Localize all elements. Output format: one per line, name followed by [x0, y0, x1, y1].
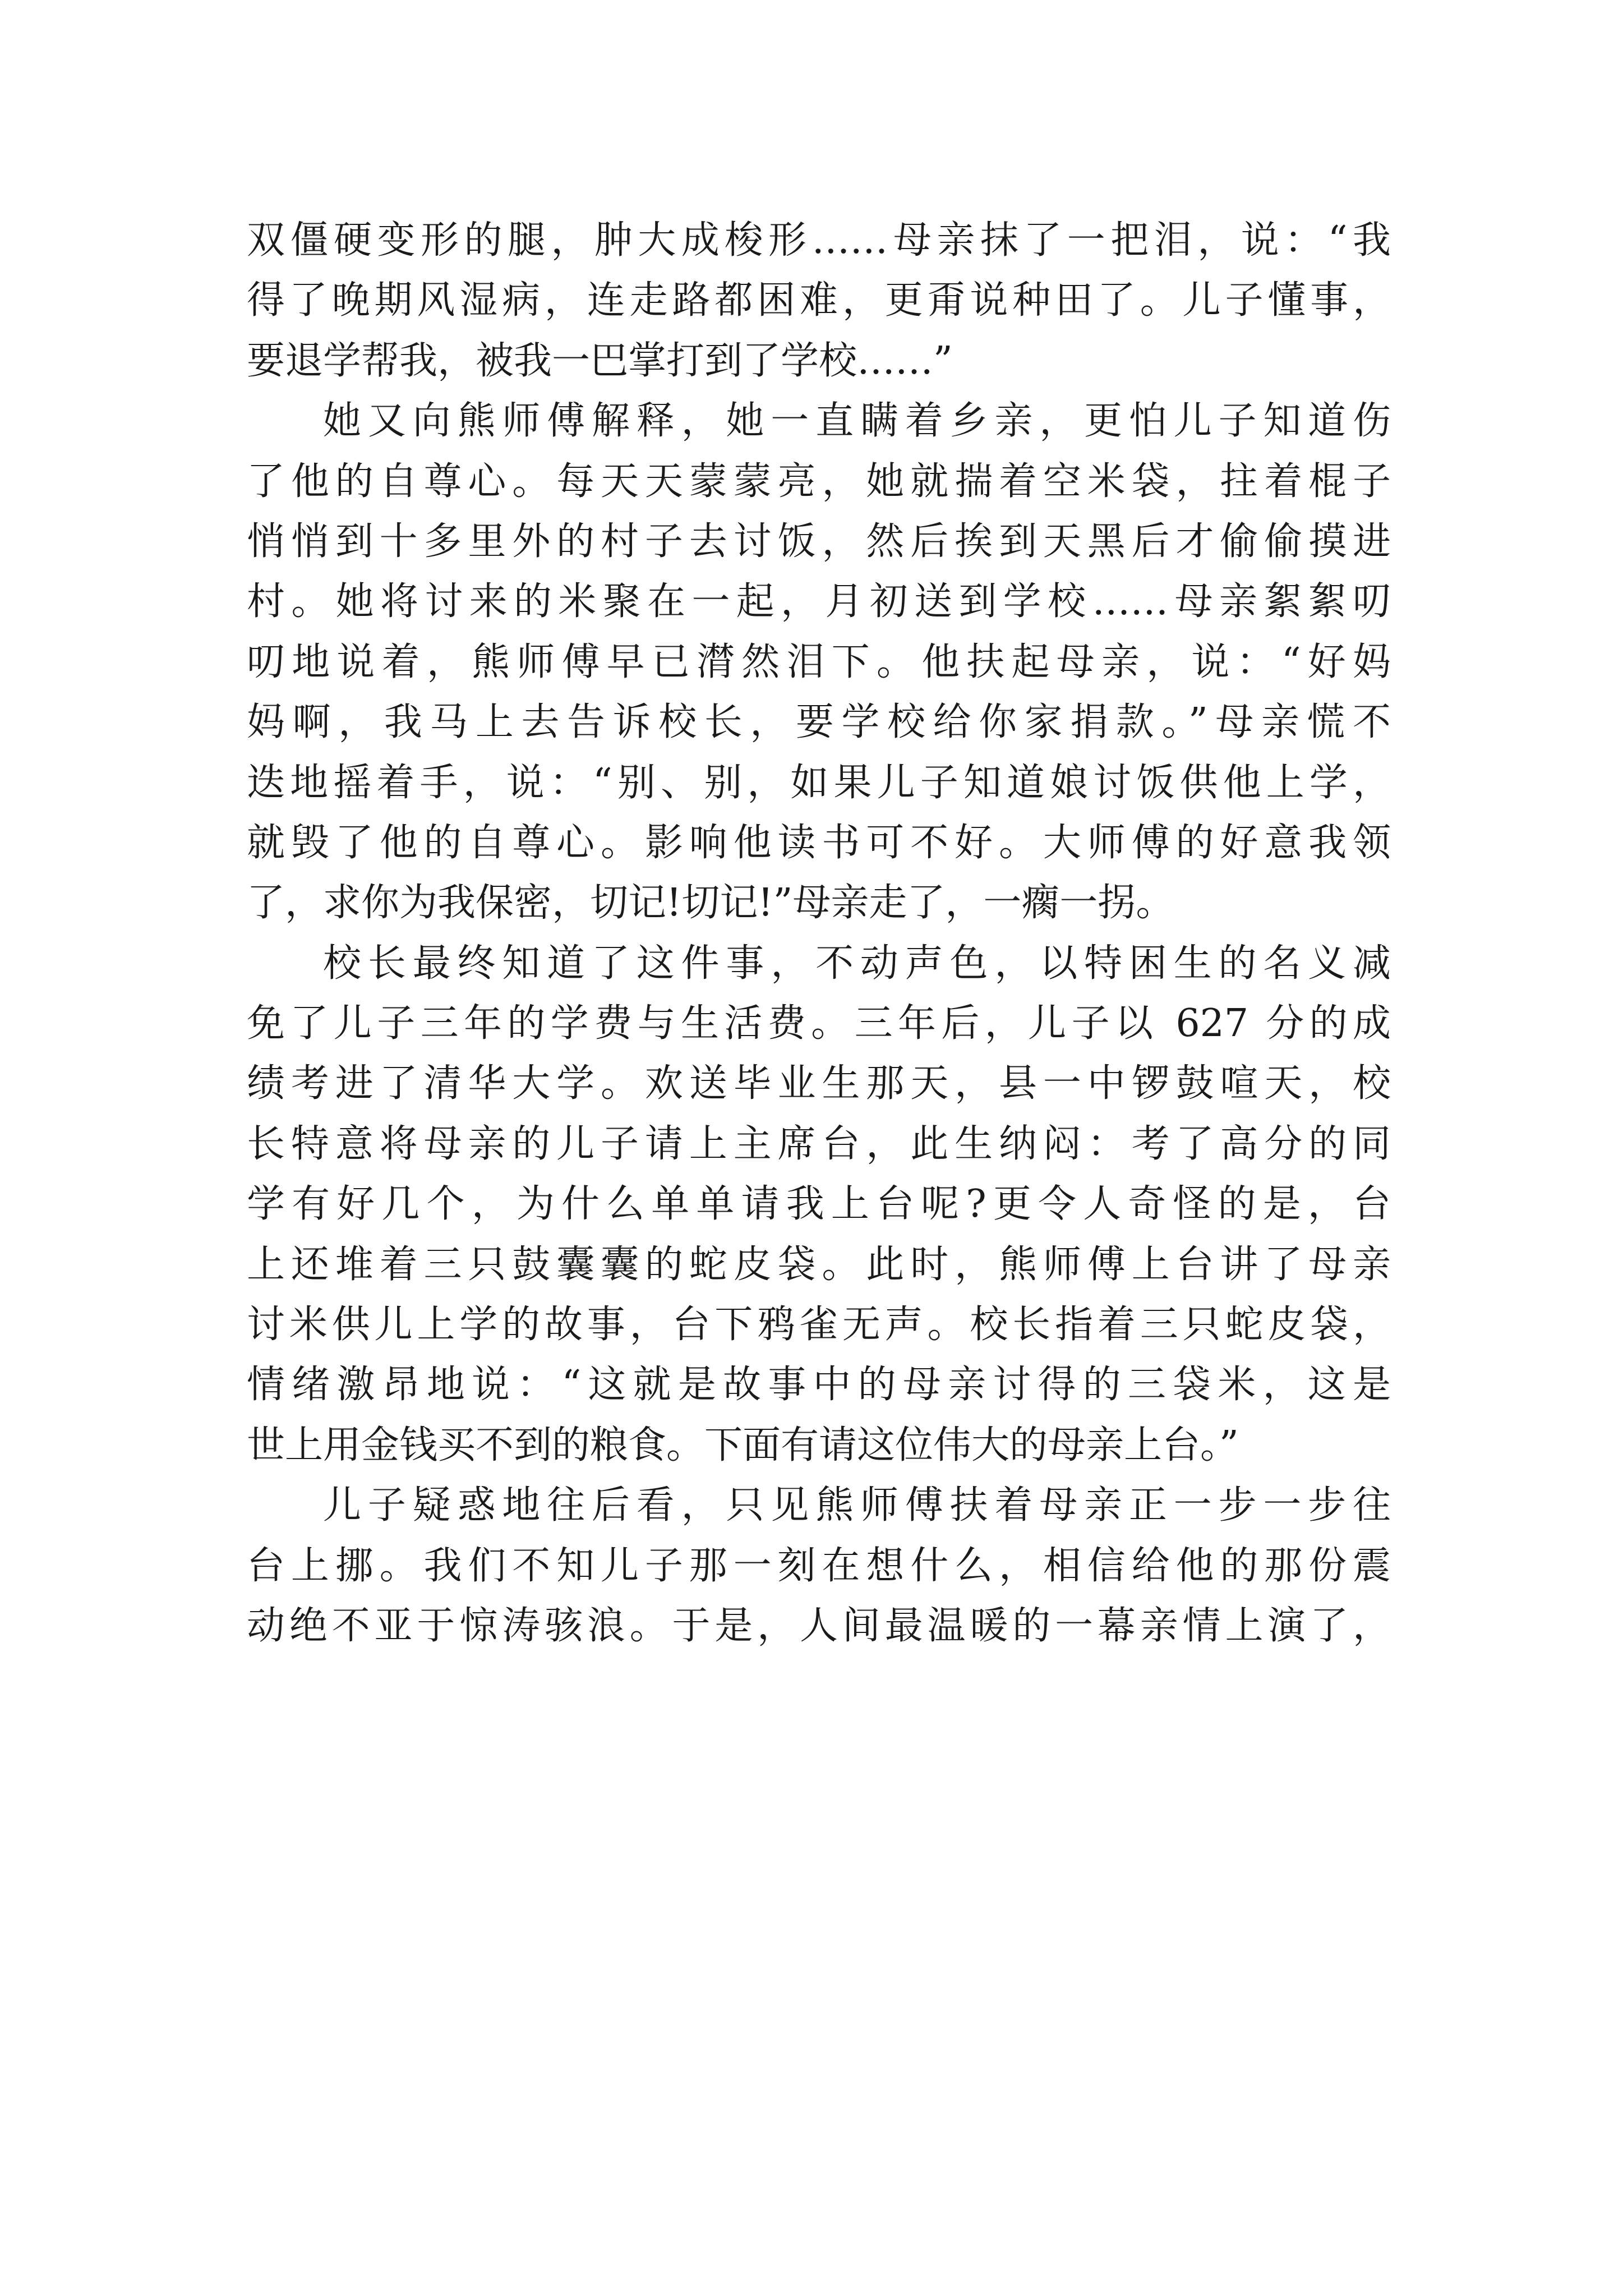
text-line: 得了晚期风湿病，连走路都困难，更甭说种田了。儿子懂事， [247, 278, 1391, 323]
text-line: 迭地摇着手，说：“别、别，如果儿子知道娘讨饭供他上学， [247, 760, 1391, 805]
paragraph-first-line: 校长最终知道了这件事，不动声色，以特困生的名义减 [323, 941, 1391, 986]
text-line: 动绝不亚于惊涛骇浪。于是，人间最温暖的一幕亲情上演了， [247, 1603, 1391, 1648]
text-line: 了他的自尊心。每天天蒙蒙亮，她就揣着空米袋，拄着棍子 [247, 459, 1391, 504]
text-line: 长特意将母亲的儿子请上主席台，此生纳闷：考了高分的同 [247, 1121, 1391, 1166]
text-line: 世上用金钱买不到的粮食。下面有请这位伟大的母亲上台。” [247, 1423, 1239, 1467]
text-line: 要退学帮我，被我一巴掌打到了学校……” [247, 338, 953, 383]
text-line: 情绪激昂地说：“这就是故事中的母亲讨得的三袋米，这是 [247, 1363, 1391, 1407]
text-line: 学有好几个，为什么单单请我上台呢?更令人奇怪的是，台 [247, 1182, 1391, 1227]
text-line: 村。她将讨来的米聚在一起，月初送到学校……母亲絮絮叨 [247, 579, 1391, 624]
body-text [247, 210, 1391, 1656]
paragraph-first-line: 她又向熊师傅解释，她一直瞒着乡亲，更怕儿子知道伤 [323, 399, 1391, 444]
text-line: 上还堆着三只鼓囊囊的蛇皮袋。此时，熊师傅上台讲了母亲 [247, 1242, 1391, 1287]
text-line: 绩考进了清华大学。欢送毕业生那天，县一中锣鼓喧天，校 [247, 1061, 1391, 1106]
text-line: 双僵硬变形的腿，肿大成梭形……母亲抹了一把泪，说：“我 [247, 218, 1391, 263]
text-line: 妈啊，我马上去告诉校长，要学校给你家捐款。”母亲慌不 [247, 700, 1391, 745]
text-line: 台上挪。我们不知儿子那一刻在想什么，相信给他的那份震 [247, 1543, 1391, 1588]
paragraph-first-line: 儿子疑惑地往后看，只见熊师傅扶着母亲正一步一步往 [323, 1483, 1391, 1528]
text-line: 就毁了他的自尊心。影响他读书可不好。大师傅的好意我领 [247, 820, 1391, 865]
text-line: 免了儿子三年的学费与生活费。三年后，儿子以 627 分的成 [247, 1001, 1391, 1046]
text-line: 悄悄到十多里外的村子去讨饭，然后挨到天黑后才偷偷摸进 [247, 519, 1391, 564]
text-line: 讨米供儿上学的故事，台下鸦雀无声。校长指着三只蛇皮袋， [247, 1303, 1391, 1347]
text-line: 叨地说着，熊师傅早已潸然泪下。他扶起母亲，说：“好妈 [247, 639, 1391, 684]
text-line: 了，求你为我保密，切记!切记!”母亲走了，一瘸一拐。 [247, 881, 1174, 926]
